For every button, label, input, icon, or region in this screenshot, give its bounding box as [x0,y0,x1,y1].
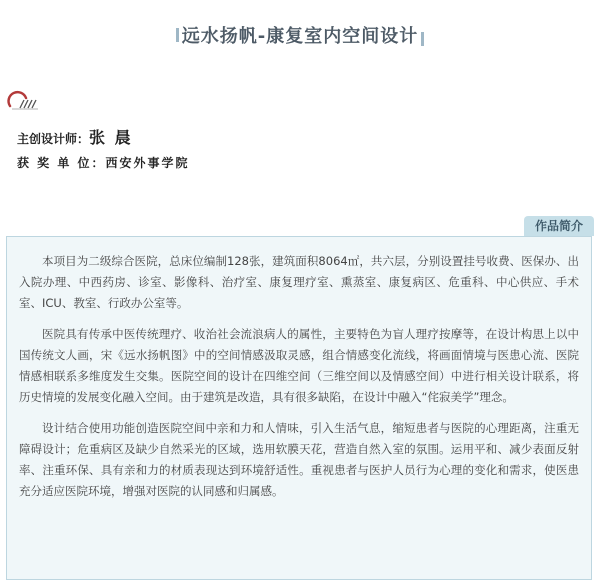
title-bracket-left [176,28,179,42]
designer-name: 张 晨 [89,128,133,147]
title-area [0,20,600,50]
title-bracket-right [421,32,424,46]
designer-line [17,125,133,148]
designer-label: 主创设计师： [17,132,90,146]
wave-mark-icon [6,88,40,112]
section-tag: 作品简介 [524,216,594,236]
paragraph-2: 医院具有传承中医传统理疗、收治社会流浪病人的属性，主要特色为盲人理疗按摩等，在设计构思上以中国传统文人画，宋《远水扬帆图》中的空间情感汲取灵感，组合情感变化流线，将画面情境与医患心流、医院情感相联系多维度发生交集。医院空间的设计在四维空间（三维空间以及情感空间）中进行相关设计联系，将历史情境的发展变化融入空间。由于建筑是改造，具有很多缺陷，在设计中融入“侘寂美学”理念。 [19,327,579,404]
award-unit-line [17,154,190,171]
page-title [176,20,424,50]
award-unit-name: 西安外事学院 [105,156,190,170]
award-unit-label: 获 奖 单 位： [17,156,106,170]
paragraph-3: 设计结合使用功能创造医院空间中亲和力和人情味，引入生活气息，缩短患者与医院的心理距离，注重无障碍设计；危重病区及缺少自然采光的区域，选用软膜天花，营造自然入室的氛围。运用平和、减少表面反射率、注重环保、具有亲和力的材质表现达到环境舒适性。重视患者与医护人员行为心理的变化和需求，使医患充分适应医院环境，增强对医院的认同感和归属感。 [19,421,579,498]
paragraph-1: 本项目为二级综合医院，总床位编制128张，建筑面积8064㎡，共六层，分别设置挂号收费、医保办、出入院办理、中西药房、诊室、影像科、治疗室、康复理疗室、熏蒸室、康复病区、危重科、中心供应、手术室、ICU、教室、行政办公室等。 [19,254,579,310]
page-title-text: 远水扬帆-康复室内空间设计 [181,26,419,47]
description-box [6,236,592,580]
